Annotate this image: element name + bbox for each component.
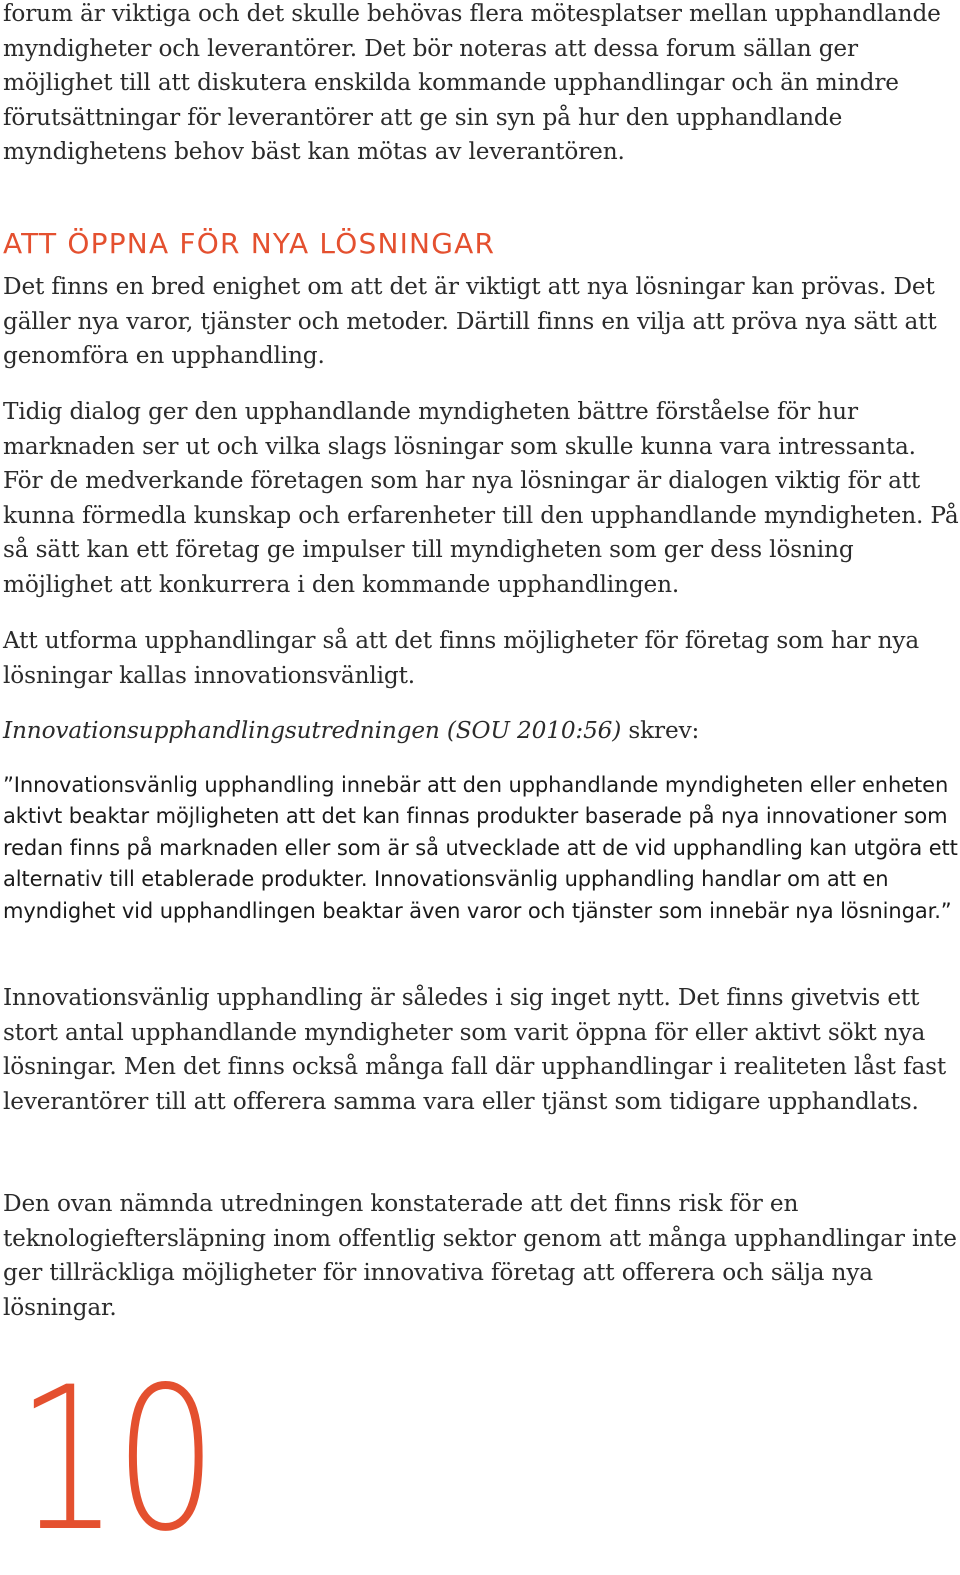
citation-source: Innovationsupphandlingsutredningen (SOU 2010:56) (3, 717, 622, 744)
body-paragraph-5: Den ovan nämnda utredningen konstaterade att det finns risk för en teknologieftersläpning inom offentlig sektor genom att många upphandlingar inte ger tillräckliga möjligheter för innovativa företag att offerera och sälja nya lösningar. (3, 1190, 957, 1321)
block-quote: ”Innovationsvänlig upphandling innebär att den upphandlande myndigheten eller enheten aktivt beaktar möjligheten att det kan finnas produkter baserade på nya innovationer som redan finns på marknaden eller som är så utvecklade att de vid upphandling kan utgöra ett alternativ till etablerade produkter. Innovationsvänlig upphandling handlar om att en myndighet vid upphandlingen beaktar även varor och tjänster som innebär nya lösningar.” (3, 773, 958, 923)
citation-intro (3, 714, 960, 749)
body-paragraph-3: Att utforma upphandlingar så att det finns möjligheter för företag som har nya lösningar kallas innovationsvänligt. (3, 627, 920, 689)
body-paragraph-1: Det finns en bred enighet om att det är viktigt att nya lösningar kan prövas. Det gäller nya varor, tjänster och metoder. Därtill finns en vilja att pröva nya sätt att genomföra en upphandling. (3, 273, 937, 370)
body-paragraph-4: Innovationsvänlig upphandling är således i sig inget nytt. Det finns givetvis ett stort antal upphandlande myndigheter som varit öppna för eller aktivt sökt nya lösningar. Men det finns också många fall där upphandlingar i realiteten låst fast leverantörer till att offerera samma vara eller tjänst som tidigare upphandlats. (3, 984, 947, 1115)
intro-paragraph: forum är viktiga och det skulle behövas flera mötesplatser mellan upphandlande myndigheter och leverantörer. Det bör noteras att dessa forum sällan ger möjlighet till att diskutera enskilda kommande upphandlingar och än mindre förutsättningar för leverantörer att ge sin syn på hur den upphandlande myndighetens behov bäst kan mötas av leverantören. (3, 0, 941, 166)
section-heading: ATT ÖPPNA FÖR NYA LÖSNINGAR (3, 227, 496, 260)
citation-suffix: skrev: (621, 717, 700, 744)
body-paragraph-2: Tidig dialog ger den upphandlande myndigheten bättre förståelse för hur marknaden ser ut och vilka slags lösningar som skulle kunna vara intressanta. För de medverkande företagen som har nya lösningar är dialogen viktig för att kunna förmedla kunskap och erfarenheter till den upphandlande myndigheten. På så sätt kan ett företag ge impulser till myndigheten som ger dess lösning möjlighet att konkurrera i den kommande upphandlingen. (3, 398, 959, 598)
page-number: 10 (16, 1344, 213, 1575)
